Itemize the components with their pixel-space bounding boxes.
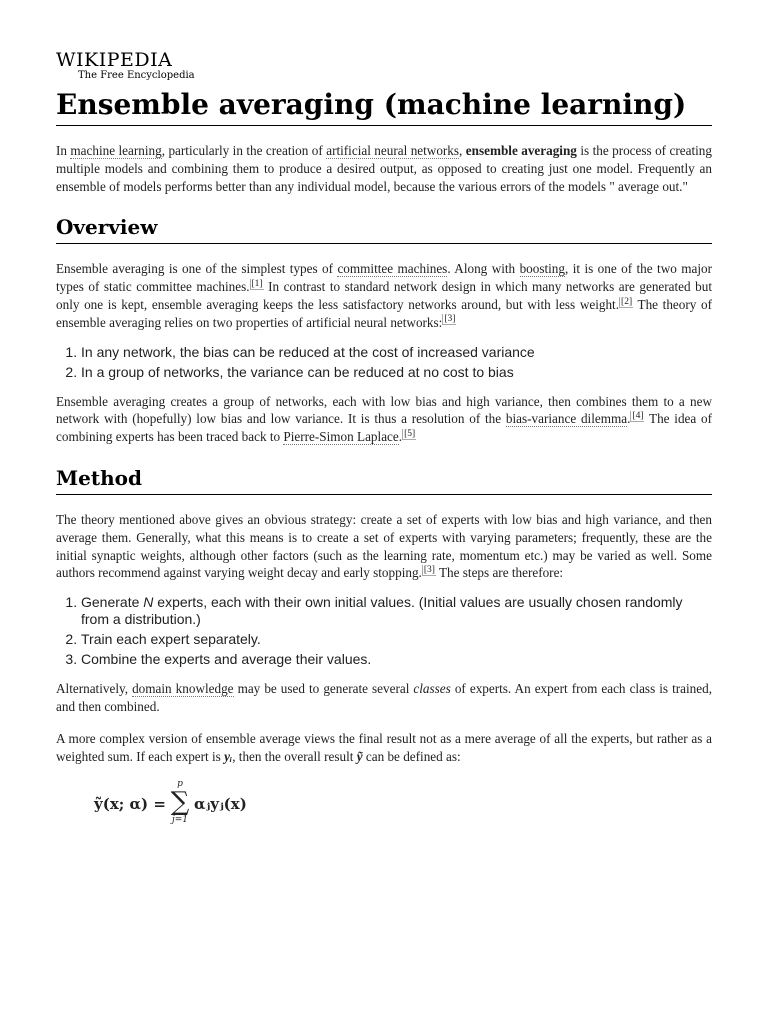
- text: Alternatively,: [56, 681, 133, 697]
- summation: [168, 779, 192, 825]
- text: Generate: [81, 594, 144, 611]
- list-item: 2. In a group of networks, the variance can be reduced at no cost to bias: [81, 364, 712, 381]
- overview-paragraph-2: [56, 393, 712, 446]
- steps-list: [56, 594, 712, 668]
- overview-paragraph-1: [56, 260, 712, 331]
- section-heading-method: Method: [56, 466, 712, 495]
- text: .: [398, 429, 403, 445]
- citation-3[interactable]: [3]: [423, 564, 435, 575]
- weighted-sum-formula: [94, 779, 712, 831]
- text: ,: [459, 143, 466, 158]
- list-item: [81, 594, 712, 628]
- properties-list: [56, 344, 712, 381]
- text: is the process of creating multiple models and combining them to produce a desired output, as opposed to creating just one model. Frequently an ensemble of models performs better than any individual model, because the various errors of the models " average out.": [56, 143, 712, 194]
- text: of experts. An expert from each class is trained, and then combined.: [56, 681, 712, 714]
- method-paragraph-2: [56, 680, 712, 716]
- article-page: [56, 50, 712, 831]
- link-domain-knowledge[interactable]: domain knowledge: [132, 681, 234, 697]
- text: , particularly in the creation of: [161, 143, 327, 158]
- link-committee-machines[interactable]: committee machines: [337, 261, 448, 277]
- method-paragraph-3: [56, 730, 712, 766]
- math-y-tilde: ỹ: [356, 748, 363, 764]
- list-item: 3. Combine the experts and average their values.: [81, 651, 712, 668]
- text: In contrast to standard network design in which many networks are generated but only one is kept, ensemble averaging keeps the less satisfactory networks around, but with less weight.: [56, 279, 712, 312]
- text: The theory of ensemble averaging relies on two properties of artificial neural networks:: [56, 296, 712, 330]
- link-bias-variance-dilemma[interactable]: bias-variance dilemma: [505, 411, 628, 427]
- formula-rhs: αⱼyⱼ(x): [194, 795, 247, 814]
- math-yi: yᵢ: [224, 748, 233, 764]
- citation-5[interactable]: [5]: [404, 428, 416, 439]
- text: .: [627, 411, 631, 427]
- citation-1[interactable]: [1]: [251, 278, 263, 289]
- sum-lower-limit: j=1: [171, 815, 189, 826]
- text: . Along with: [447, 261, 520, 277]
- text: A more complex version of ensemble average views the final result not as a mere average of all the experts, but rather as a weighted sum. If each expert is: [56, 730, 712, 764]
- list-item: 1. In any network, the bias can be reduced at the cost of increased variance: [81, 344, 712, 361]
- text: can be defined as:: [362, 748, 461, 764]
- section-heading-overview: Overview: [56, 215, 712, 244]
- citation-2[interactable]: [2]: [621, 296, 633, 307]
- emphasis: classes: [413, 681, 451, 697]
- link-pierre-simon-laplace[interactable]: Pierre-Simon Laplace: [283, 429, 399, 445]
- link-boosting[interactable]: boosting: [519, 261, 565, 277]
- logo-wordmark: WIKIPEDIA: [56, 49, 173, 71]
- text: , it is one of the two major types of static committee machines.: [56, 261, 712, 295]
- link-machine-learning[interactable]: machine learning: [70, 143, 162, 158]
- text: Ensemble averaging creates a group of networks, each with low bias and high variance, then combines them to a new network with (hopefully) low bias and low variance. It is thus a resolution of the: [56, 393, 712, 427]
- text: The steps are therefore:: [435, 565, 564, 581]
- logo-tagline: The Free Encyclopedia: [78, 70, 195, 81]
- text: may be used to generate several: [233, 681, 414, 697]
- page-title: Ensemble averaging (machine learning): [56, 89, 712, 126]
- method-paragraph-1: [56, 511, 712, 582]
- sum-upper-limit: p: [177, 779, 183, 790]
- variable-n: N: [143, 594, 154, 611]
- text: Ensemble averaging is one of the simplest types of: [56, 261, 338, 277]
- wikipedia-logo[interactable]: [56, 50, 712, 86]
- citation-3[interactable]: [3]: [444, 314, 456, 325]
- text: In: [56, 143, 71, 158]
- link-artificial-neural-networks[interactable]: artificial neural networks: [326, 143, 460, 158]
- formula-lhs: ỹ(x; α) =: [94, 795, 166, 814]
- intro-paragraph: [56, 142, 712, 195]
- text: experts, each with their own initial values. (Initial values are usually chosen randomly from a distribution.): [81, 594, 683, 628]
- citation-4[interactable]: [4]: [632, 410, 644, 421]
- text: The idea of combining experts has been traced back to: [56, 411, 713, 445]
- bold-term: ensemble averaging: [465, 143, 577, 158]
- text: The theory mentioned above gives an obvious strategy: create a set of experts with low bias and high variance, and then average them. Generally, what this means is to create a set of experts with varying parameters; frequently, these are the initial synaptic weights, although other factors (such as the learning rate, momentum etc.) may be varied as well. Some authors recommend against varying weight decay and early stopping.: [56, 511, 712, 581]
- list-item: 2. Train each expert separately.: [81, 631, 712, 648]
- sigma-icon: ∑: [170, 787, 190, 818]
- text: , then the overall result: [232, 748, 357, 764]
